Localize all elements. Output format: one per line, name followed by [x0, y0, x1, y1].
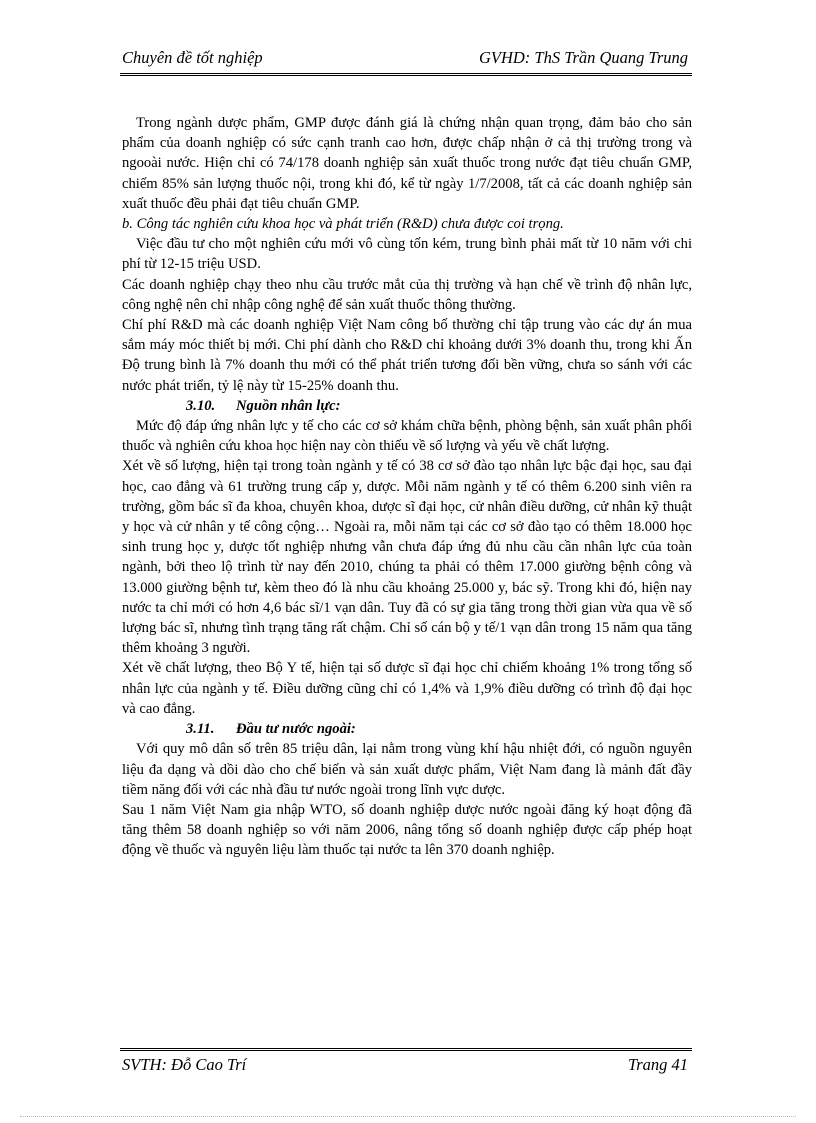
paragraph-investment-potential: Với quy mô dân số trên 85 triệu dân, lại nằm trong vùng khí hậu nhiệt đới, có nguồn nguyên liệu đa dạng và dồi dào cho chế biến và sản xuất dược phẩm, Việt Nam đang là mảnh đất đầy tiềm năng đối với các nhà đầu tư nước ngoài trong lĩnh vực dược.: [122, 741, 692, 798]
header-rule: [120, 73, 692, 76]
paragraph-rnd-market: Các doanh nghiệp chạy theo nhu cầu trước mắt của thị trường và hạn chế về trình độ nhân lực, công nghệ nên chỉ nhập công nghệ để sản xuất thuốc thông thường.: [122, 276, 692, 313]
paragraph-gmp: Trong ngành dược phẩm, GMP được đánh giá là chứng nhận quan trọng, đảm bảo cho sản phẩm của doanh nghiệp có sức cạnh tranh cao hơn, được chấp nhận ở cả thị trường trong và ngooài nước. Hiện chỉ có 74/178 doanh nghiệp sản xuất thuốc trong nước đạt tiêu chuẩn GMP, chiếm 85% sản lượng thuốc nội, trong khi đó, kể từ ngày 1/7/2008, tất cả các doanh nghiệp sản xuất thuốc đều phải đạt tiêu chuẩn GMP.: [122, 115, 692, 212]
header-document-title: Chuyên đề tốt nghiệp: [122, 48, 263, 67]
section-title: Nguồn nhân lực:: [236, 397, 341, 414]
subheading-rnd: b. Công tác nghiên cứu khoa học và phát triển (R&D) chưa được coi trọng.: [122, 216, 564, 233]
header-supervisor: GVHD: ThS Trần Quang Trung: [478, 48, 688, 67]
section-number: 3.11.: [186, 721, 215, 738]
paragraph-investment-wto: Sau 1 năm Việt Nam gia nhập WTO, số doanh nghiệp dược nước ngoài đăng ký hoạt động đã tăng thêm 58 doanh nghiệp so với năm 2006, nâng tổng số doanh nghiệp được cấp phép hoạt động về thuốc và nguyên liệu làm thuốc tại nước ta lên 370 doanh nghiệp.: [122, 801, 692, 859]
footer-page-number: Trang 41: [627, 1055, 688, 1074]
paragraph-hr-quality: Xét về chất lượng, theo Bộ Y tế, hiện tại số dược sĩ đại học chỉ chiếm khoảng 1% trong tổng số nhân lực của ngành y tế. Điều dưỡng cũng chỉ có 1,4% và 1,9% điều dưỡng có trình độ đại học và cao đẳng.: [122, 660, 692, 717]
section-heading-human-resources: [122, 396, 692, 416]
paragraph-rnd-spending: Chí phí R&D mà các doanh nghiệp Việt Nam công bố thường chỉ tập trung vào các dự án mua sắm máy móc thiết bị mới. Chi phí dành cho R&D chỉ khoảng dưới 3% doanh thu, trong khi Ấn Độ trung bình là 7% doanh thu mới có thể phát triển tương đối bền vững, chưa so sánh với các nước phát triển, tỷ lệ này từ 15-25% doanh thu.: [122, 317, 692, 394]
page-header: [120, 46, 692, 74]
section-title: Đầu tư nước ngoài:: [236, 721, 356, 738]
paragraph-hr-quantity: Xét về số lượng, hiện tại trong toàn ngành y tế có 38 cơ sở đào tạo nhân lực bậc đại học, sau đại học, cao đẳng và 61 trường trung cấp y, dược. Mỗi năm ngành y tế có thêm 6.200 sinh viên ra trường, gồm bác sĩ đa khoa, chuyên khoa, dược sĩ đại học, cử nhân điều dưỡng, cử nhân kỹ thuật y học và cử nhân y tế công cộng… Ngoài ra, mỗi năm tại các cơ sở đào tạo có thêm 18.000 học sinh trung học y, dược tốt nghiệp nhưng vẫn chưa đáp ứng đủ nhu cầu cần nhân lực của toàn ngành, bởi theo lộ trình từ nay đến 2010, chúng ta phải có thêm 17.000 giường bệnh công và 13.000 giường bệnh tư, kèm theo đó là nhu cầu khoảng 25.000 y, bác sỹ. Trong khi đó, hiện nay nước ta chỉ mới có hơn 4,6 bác sĩ/1 vạn dân. Tuy đã có sự gia tăng trong thời gian vừa qua về số lượng bác sĩ, nhưng tình trạng tăng rất chậm. Chỉ số cán bộ y tế/1 vạn dân trong 15 năm qua tăng thêm khoảng 3 người.: [122, 458, 692, 657]
section-heading-foreign-investment: [122, 719, 692, 739]
paragraph-hr-overview: Mức độ đáp ứng nhân lực y tế cho các cơ sở khám chữa bệnh, phòng bệnh, sản xuất phân phối thuốc và nghiên cứu khoa học hiện nay còn thiếu về số lượng và yếu về chất lượng.: [122, 418, 692, 455]
footer-rule: [120, 1048, 692, 1051]
page-bottom-border: [20, 1116, 796, 1117]
section-number: 3.10.: [186, 397, 216, 414]
paragraph-rnd-cost: Việc đầu tư cho một nghiên cứu mới vô cùng tốn kém, trung bình phải mất từ 10 năm với chi phí từ 12-15 triệu USD.: [122, 236, 692, 273]
page-body: [122, 113, 692, 861]
footer-student: SVTH: Đỗ Cao Trí: [122, 1055, 247, 1074]
